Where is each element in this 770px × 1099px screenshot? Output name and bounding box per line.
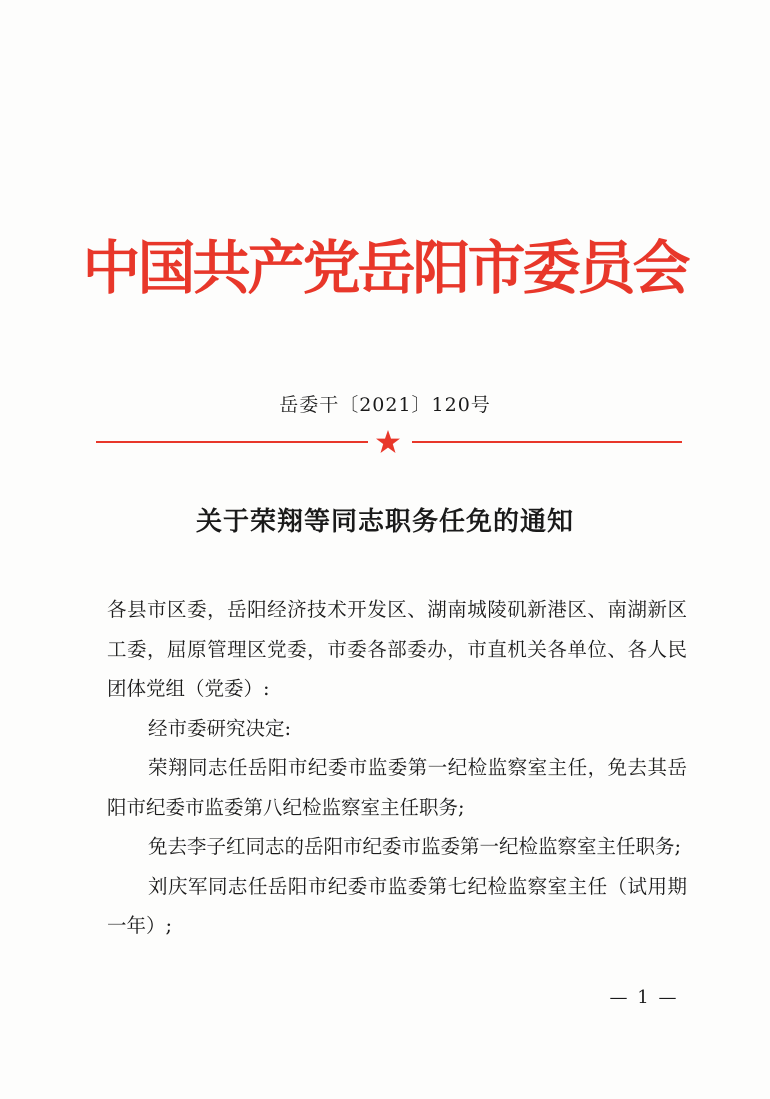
body-paragraph: 荣翔同志任岳阳市纪委市监委第一纪检监察室主任，免去其岳阳市纪委市监委第八纪检监察室主任职务; [107,756,687,819]
star-icon [375,429,401,455]
document-number: 岳委干〔2021〕120号 [279,394,491,416]
body-paragraph: 刘庆军同志任岳阳市纪委市监委第七纪检监察室主任（试用期一年）; [107,874,687,937]
notice-title: 关于荣翔等同志职务任免的通知 [195,507,574,537]
issuer-header: 中国共产党岳阳市委员会 [82,234,688,302]
addressee-paragraph: 各县市区委，岳阳经济技术开发区、湖南城陵矶新港区、南湖新区工委，屈原管理区党委，市委各部委办，市直机关各单位、各人民团体党组（党委）: [107,598,687,700]
page-number: — 1 — [609,987,679,1008]
divider-rule-left [96,441,368,443]
body-paragraph: 经市委研究决定: [148,716,292,740]
red-divider [96,429,682,455]
body-paragraph: 免去李子红同志的岳阳市纪委市监委第一纪检监察室主任职务; [148,835,682,858]
body-text [107,590,687,946]
divider-rule-right [412,441,682,443]
